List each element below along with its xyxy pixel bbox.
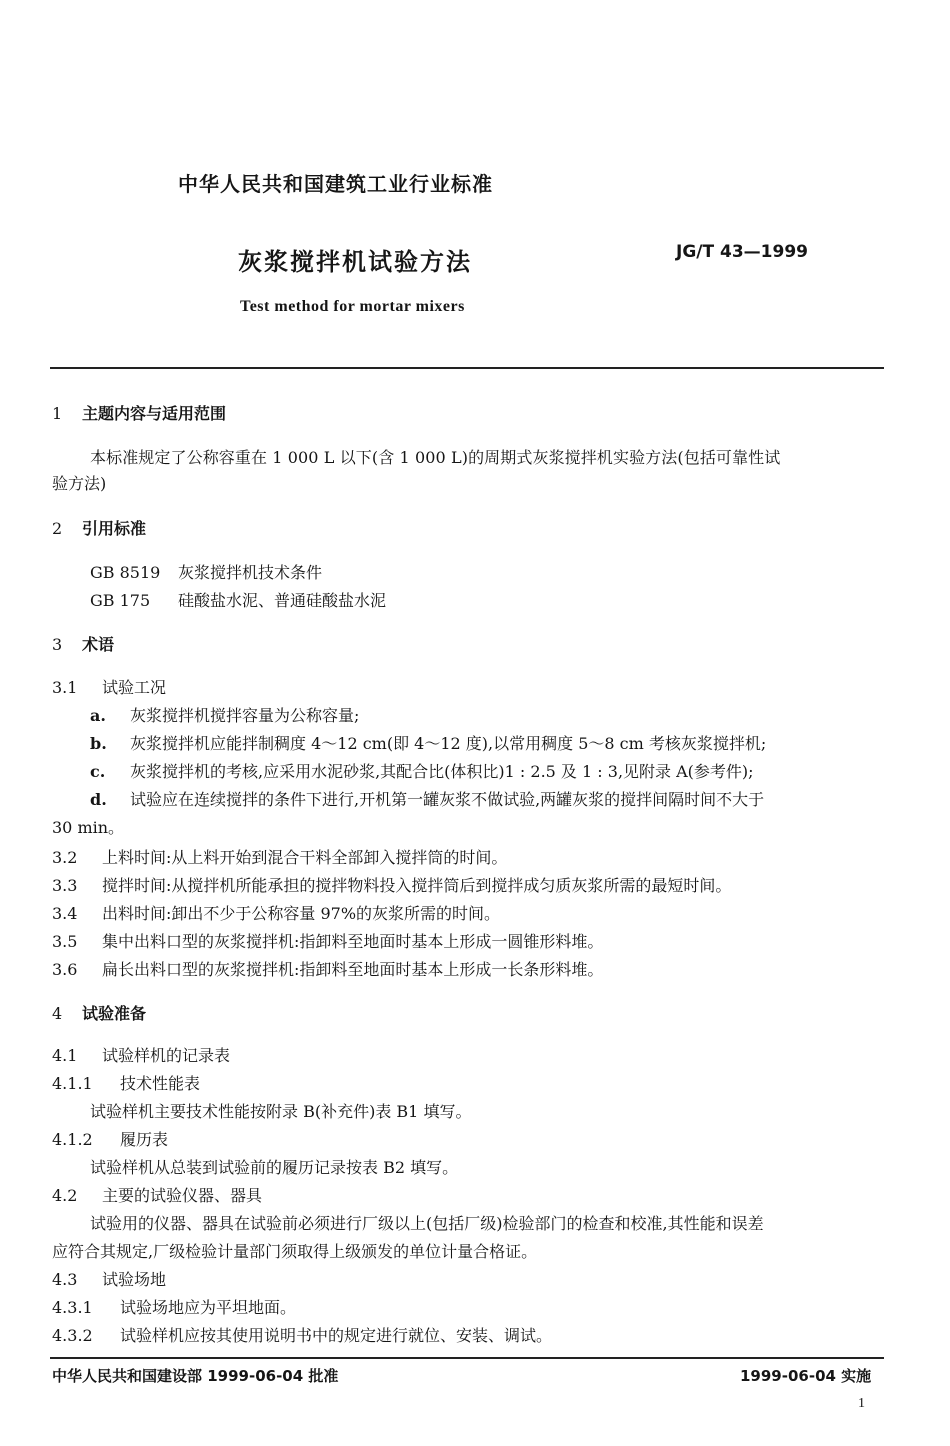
condition-item-d: d. 试验应在连续搅拌的条件下进行,开机第一罐灰浆不做试验,两罐灰浆的搅拌间隔时间不大于 [90,790,765,809]
section-1-paragraph-line1: 本标准规定了公称容重在 1 000 L 以下(含 1 000 L)的周期式灰浆搅拌机实验方法(包括可靠性试 [90,448,781,467]
definition-3-4: 3.4 出料时间:卸出不少于公称容量 97%的灰浆所需的时间。 [52,904,501,923]
section-4-3-1: 4.3.1 试验场地应为平坦地面。 [52,1298,297,1317]
condition-item-c: c. 灰浆搅拌机的考核,应采用水泥砂浆,其配合比(体积比)1 : 2.5 及 1 : 3,见附录 A(参考件); [90,762,754,781]
section-4-heading: 4 试验准备 [52,1004,147,1023]
definition-3-5: 3.5 集中出料口型的灰浆搅拌机:指卸料至地面时基本上形成一圆锥形料堆。 [52,932,604,951]
reference-item: GB 8519 灰浆搅拌机技术条件 [90,563,323,582]
footer-divider [50,1357,884,1359]
section-4-1-heading: 4.1 试验样机的记录表 [52,1046,231,1065]
section-3-heading: 3 术语 [52,635,115,654]
definition-3-3: 3.3 搅拌时间:从搅拌机所能承担的搅拌物料投入搅拌筒后到搅拌成匀质灰浆所需的最短时间。 [52,876,732,895]
condition-item-d-continued: 30 min。 [52,818,125,837]
condition-item-a: a. 灰浆搅拌机搅拌容量为公称容量; [90,706,360,725]
page-number: 1 [858,1396,865,1411]
section-2-heading: 2 引用标准 [52,519,147,538]
reference-item: GB 175 硅酸盐水泥、普通硅酸盐水泥 [90,591,387,610]
approval-date: 中华人民共和国建设部 1999-06-04 批准 [52,1367,339,1385]
document-title-cn: 灰浆搅拌机试验方法 [238,248,472,276]
standard-category: 中华人民共和国建筑工业行业标准 [178,172,493,196]
section-4-2-heading: 4.2 主要的试验仪器、器具 [52,1186,263,1205]
condition-item-b: b. 灰浆搅拌机应能拌制稠度 4～12 cm(即 4～12 度),以常用稠度 5～8 cm 考核灰浆搅拌机; [90,734,767,753]
section-1-heading: 1 主题内容与适用范围 [52,404,227,423]
section-4-3-heading: 4.3 试验场地 [52,1270,167,1289]
section-4-2-paragraph-line2: 应符合其规定,厂级检验计量部门须取得上级颁发的单位计量合格证。 [52,1242,538,1261]
section-4-1-2-text: 试验样机从总装到试验前的履历记录按表 B2 填写。 [90,1158,459,1177]
definition-3-6: 3.6 扁长出料口型的灰浆搅拌机:指卸料至地面时基本上形成一长条形料堆。 [52,960,604,979]
section-4-1-1-text: 试验样机主要技术性能按附录 B(补充件)表 B1 填写。 [90,1102,472,1121]
document-title-en: Test method for mortar mixers [240,298,465,315]
header-divider [50,367,884,369]
section-1-paragraph-line2: 验方法) [52,474,107,493]
section-4-1-1-heading: 4.1.1 技术性能表 [52,1074,201,1093]
section-4-3-2: 4.3.2 试验样机应按其使用说明书中的规定进行就位、安装、调试。 [52,1326,553,1345]
section-4-2-paragraph-line1: 试验用的仪器、器具在试验前必须进行厂级以上(包括厂级)检验部门的检查和校准,其性能和误差 [90,1214,764,1233]
effective-date: 1999-06-04 实施 [740,1367,872,1385]
definition-3-2: 3.2 上料时间:从上料开始到混合干料全部卸入搅拌筒的时间。 [52,848,508,867]
section-4-1-2-heading: 4.1.2 履历表 [52,1130,169,1149]
section-3-1-heading: 3.1 试验工况 [52,678,167,697]
standard-code: JG/T 43—1999 [676,242,808,262]
